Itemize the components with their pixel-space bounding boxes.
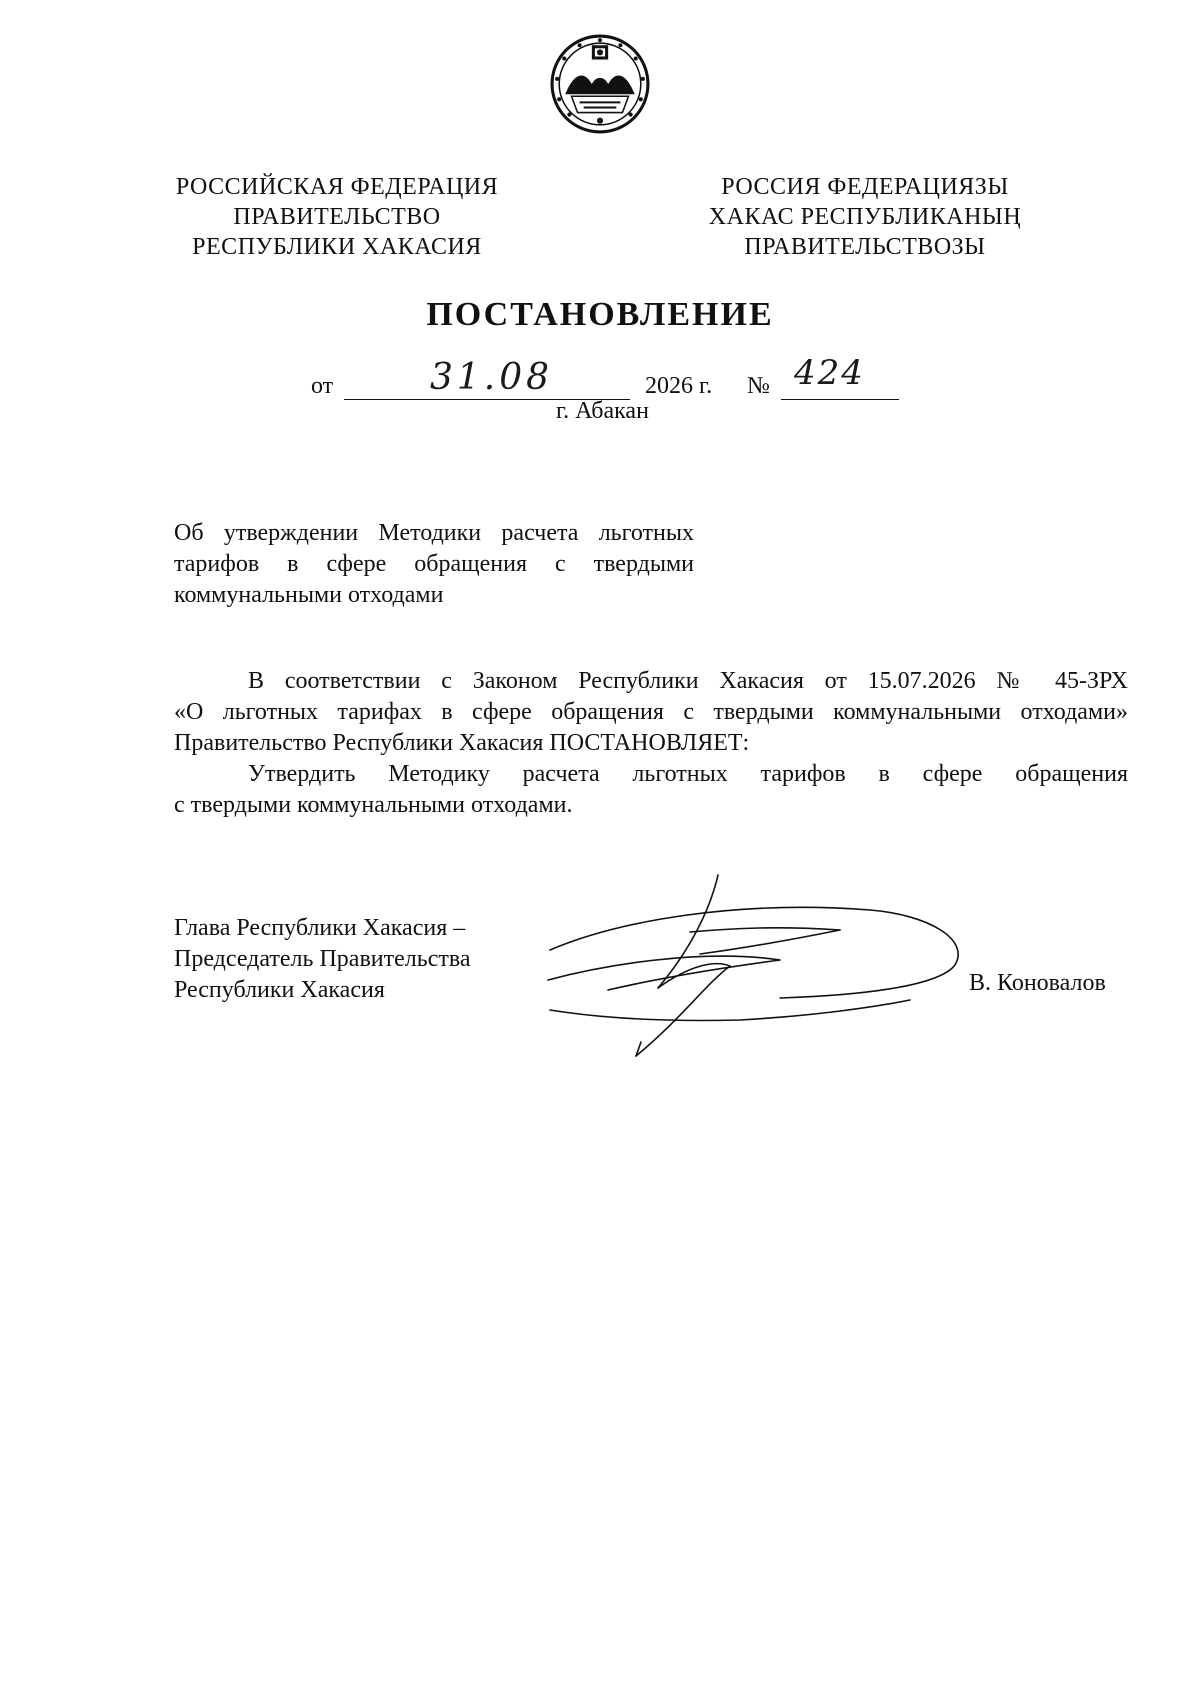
signatory-position-line: Председатель Правительства [174,946,471,972]
document-title [174,518,694,611]
body-line: с твердыми коммунальными отходами. [174,792,573,818]
body-line: В соответствии с Законом Республики Хакасия от 15.07.2026 № 45-ЗРХ [248,668,1128,694]
title-line: коммунальными отходами [174,582,444,608]
header-left-line: ПРАВИТЕЛЬСТВО [233,204,441,230]
header-right-line: ХАКАС РЕСПУБЛИКАНЫҢ [708,204,1022,230]
header-right-line: РОССИЯ ФЕДЕРАЦИЯЗЫ [721,174,1009,200]
document-body [174,666,1128,821]
header-khakas [690,172,1040,262]
date-number-line [0,353,1200,403]
year-label: 2026 г. [645,373,713,399]
title-line: тарифов в сфере обращения с твердыми [174,551,694,577]
header-left-line: РЕСПУБЛИКИ ХАКАСИЯ [192,234,482,260]
title-line: Об утверждении Методики расчета льготных [174,520,694,546]
date-from-label: от [311,373,334,399]
header-right-line: ПРАВИТЕЛЬСТВОЗЫ [744,234,986,260]
coat-of-arms-emblem [549,33,651,135]
number-underline [781,399,899,400]
number-sign-label: № [747,373,770,399]
header-russian [172,172,502,262]
document-type-heading: ПОСТАНОВЛЕНИЕ [426,296,774,333]
signatory-position-line: Глава Республики Хакасия – [174,915,466,941]
signatory-position [174,913,471,1006]
header-left-line: РОССИЙСКАЯ ФЕДЕРАЦИЯ [175,174,499,200]
city-label: г. Абакан [556,398,649,424]
signatory-position-line: Республики Хакасия [174,977,385,1003]
signer-name: В. Коновалов [969,970,1106,996]
handwritten-date: 31.08 [430,357,554,398]
body-line: «О льготных тарифах в сфере обращения с твердыми коммунальными отходами» [174,699,1128,725]
handwritten-signature [540,870,980,1060]
body-line: Утвердить Методику расчета льготных тарифов в сфере обращения [248,761,1128,787]
handwritten-number: 424 [794,353,865,393]
body-line: Правительство Республики Хакасия ПОСТАНОВЛЯЕТ: [174,730,750,756]
